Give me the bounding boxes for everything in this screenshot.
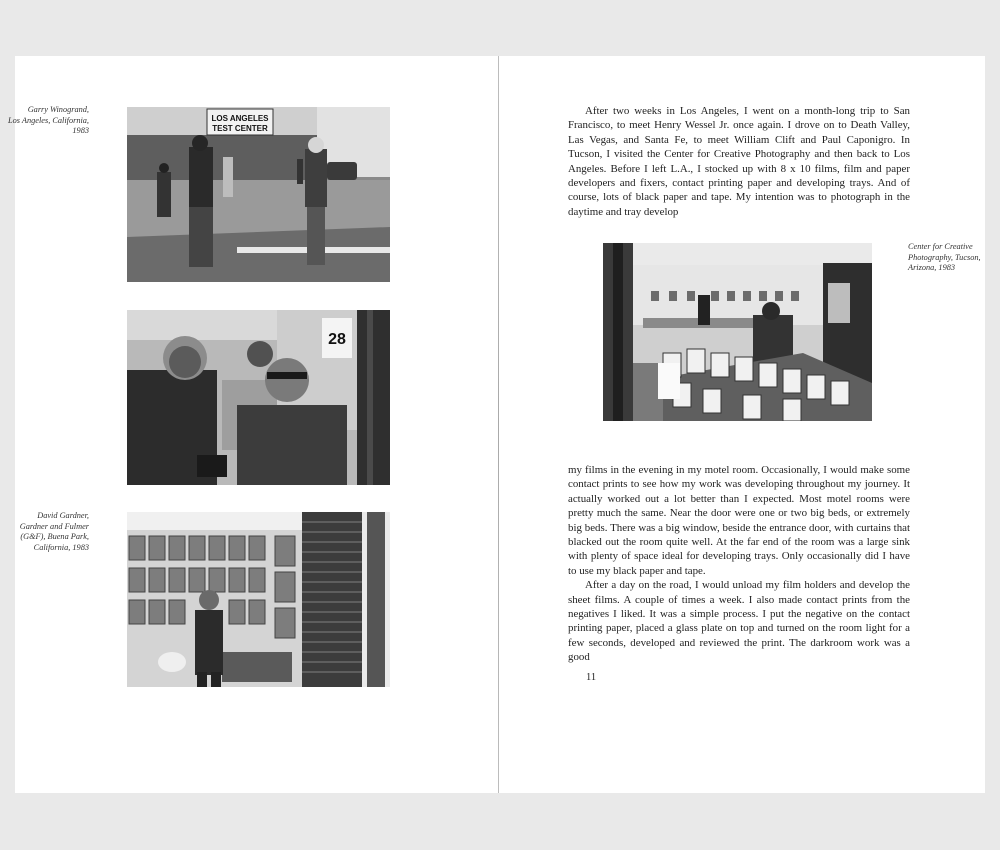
caption-line: 1983 [72, 126, 89, 136]
sign-text-bottom: TEST CENTER [212, 124, 268, 133]
caption-line: (G&F), Buena Park, [20, 532, 89, 542]
body-paragraphs-continued [568, 463, 910, 665]
caption-center-creative-photography [908, 242, 988, 274]
caption-line: Garry Winogrand, [27, 105, 89, 114]
book-gutter [498, 56, 499, 793]
shop-window-number: 28 [328, 331, 346, 348]
paragraph-text: After a day on the road, I would unload my film holders and develop the sheet films. A couple of times a week. I also made contact prints from the negatives I liked. It was a simple process. I put the negative on the contact printing paper, placed a glass plate on top and turned on the room light for a few seconds, developed and reviewed the print. The darkroom work was a good [568, 579, 910, 664]
caption-gardner [8, 511, 89, 553]
caption-line: Center for Creative [908, 242, 973, 251]
caption-line: Gardner and Fulmer [19, 521, 89, 531]
photo-office-framed-prints [127, 512, 390, 687]
caption-line: David Gardner, [37, 511, 89, 520]
body-paragraph-1 [568, 104, 910, 219]
caption-line: Los Angeles, California, [8, 115, 89, 125]
photo-three-men [127, 310, 390, 485]
page-number: 11 [586, 672, 597, 683]
paragraph-text: After two weeks in Los Angeles, I went on a month-long trip to San Francisco, to meet Henry Wessel Jr. once again. I drove on to Death Valley, Las Vegas, and Santa Fe, to meet William Clift and Paul Caponigro. In Tucson, I visited the Center for Creative Photography and then back to Los Angeles. Before I left L.A., I stocked up with 8 x 10 films, film and paper developers and fixers, contact printing paper and developing trays. And of course, lots of black paper and tape. My intention was to photograph in the daytime and tray develop [568, 105, 910, 218]
caption-line: California, 1983 [33, 542, 89, 552]
caption-line: Arizona, 1983 [908, 263, 956, 273]
photo-gallery-bookstore [603, 243, 872, 421]
caption-winogrand [8, 105, 89, 137]
caption-line: Photography, Tucson, [908, 252, 981, 262]
sign-text-top: LOS ANGELES [211, 114, 269, 123]
paragraph-text: my films in the evening in my motel room. Occasionally, I would make some contact prints to see how my work was developing throughout my journey. It actually worked out a lot better than I expected. Most motel rooms were pretty much the same. Near the door were one or two big beds, or extremely big beds. There was a big window, beside the entrance door, with curtains that blacked out the room quite well. At the far end of the room was a large sink with plenty of space ideal for developing trays. Only occasionally did I have to use my black paper and tape. [568, 464, 910, 577]
photo-street-corner [127, 107, 390, 282]
